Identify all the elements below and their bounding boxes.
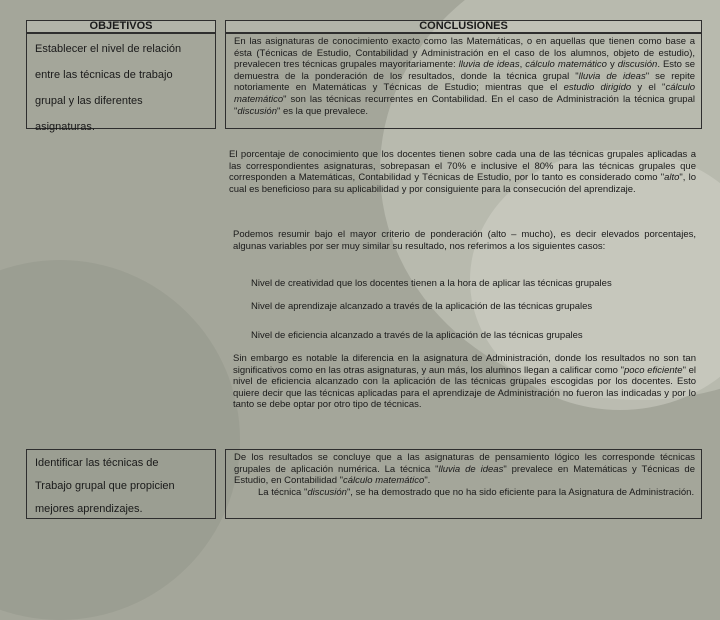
objetivo-2-cell <box>26 449 216 519</box>
objetivo-text: Identificar las técnicas de <box>35 457 159 469</box>
objetivo-text: Establecer el nivel de relación <box>35 43 182 55</box>
objetivo-text: Trabajo grupal que propicien <box>35 480 175 492</box>
header-conclusiones: CONCLUSIONES <box>225 20 702 33</box>
conclusion-3-after: Sin embargo es notable la diferencia en la asignatura de Administración, donde los resultados no son tan significativos como en las otras asignaturas, y aun más, los alumnos llegan a calificar como "poco eficiente" el nivel de eficiencia alcanzado con la aplicación de las técnicas grupales escogidas por los docentes. Esto quiere decir que las técnicas aplicadas para el aprendizaje de Administración no fueron las indicadas y por lo tanto se debe optar por otro tipo de técnicas. <box>233 353 697 411</box>
conclusion-2-cell <box>225 149 702 219</box>
conclusion-4-cell <box>225 449 702 519</box>
conclusion-3-item: Nivel de aprendizaje alcanzado a través de la aplicación de las técnicas grupales <box>251 301 593 312</box>
conclusion-3-item: Nivel de eficiencia alcanzado a través de la aplicación de las técnicas grupales <box>251 330 583 341</box>
objetivo-text: grupal y las diferentes <box>35 95 143 107</box>
conclusion-3-intro: Podemos resumir bajo el mayor criterio de ponderación (alto – mucho), es decir elevados porcentajes, algunas variables por ser muy similar su resultado, nos referimos a los siguientes casos: <box>233 229 696 252</box>
conclusion-4-text: De los resultados se concluye que a las asignaturas de pensamiento lógico les corresponde técnicas grupales de aplicación numérica. La técnica "lluvia de ideas" prevalece en Matemáticas y Técnicas de Estudio, en Contabilidad "cálculo matemático". <box>234 452 695 487</box>
conclusion-1-text: En las asignaturas de conocimiento exacto como las Matemáticas, o en aquellas que tienen como base a ésta (Técnicas de Estudio, Contabilidad y Administración en el caso de los alumnos, objeto de estudio), prevalecen tres técnicas grupales mayoritariamente: lluvia de ideas, cálculo matemático y discusión. Esto se demuestra de la ponderación de los resultados, donde la técnica grupal "lluvia de ideas" se repite notoriamente en Matemáticas y Técnicas de Estudio; mientras que el estudio dirigido y el "cálculo matemático" son las técnicas recurrentes en Contabilidad. En el caso de Administración la técnica grupal "discusión" es la que prevalece. <box>234 36 696 117</box>
header-objetivos: OBJETIVOS <box>26 20 216 33</box>
conclusion-3-item: Nivel de creatividad que los docentes tienen a la hora de aplicar las técnicas grupales <box>251 278 612 289</box>
objetivo-text: entre las técnicas de trabajo <box>35 69 173 81</box>
conclusion-1-cell <box>225 33 702 129</box>
conclusion-3-cell <box>225 229 702 439</box>
objetivo-text: asignaturas. <box>35 121 95 133</box>
objetivo-text: mejores aprendizajes. <box>35 503 143 515</box>
conclusion-4-text-2: La técnica "discusión", se ha demostrado que no ha sido eficiente para la Asignatura de Administración. <box>258 486 695 498</box>
conclusion-2-text: El porcentaje de conocimiento que los docentes tienen sobre cada una de las técnicas grupales aplicadas a las correspondientes asignaturas, sobrepasan el 70% e inclusive el 80% para las técnicas grupales que corresponden a Matemáticas, Contabilidad y Técnicas de Estudio, por lo tanto es considerado como "alto", lo cual es beneficioso para su aplicabilidad y por consiguiente para la consecución del aprendizaje. <box>229 149 696 195</box>
background-shape <box>0 260 240 620</box>
objetivo-1-cell <box>26 33 216 133</box>
